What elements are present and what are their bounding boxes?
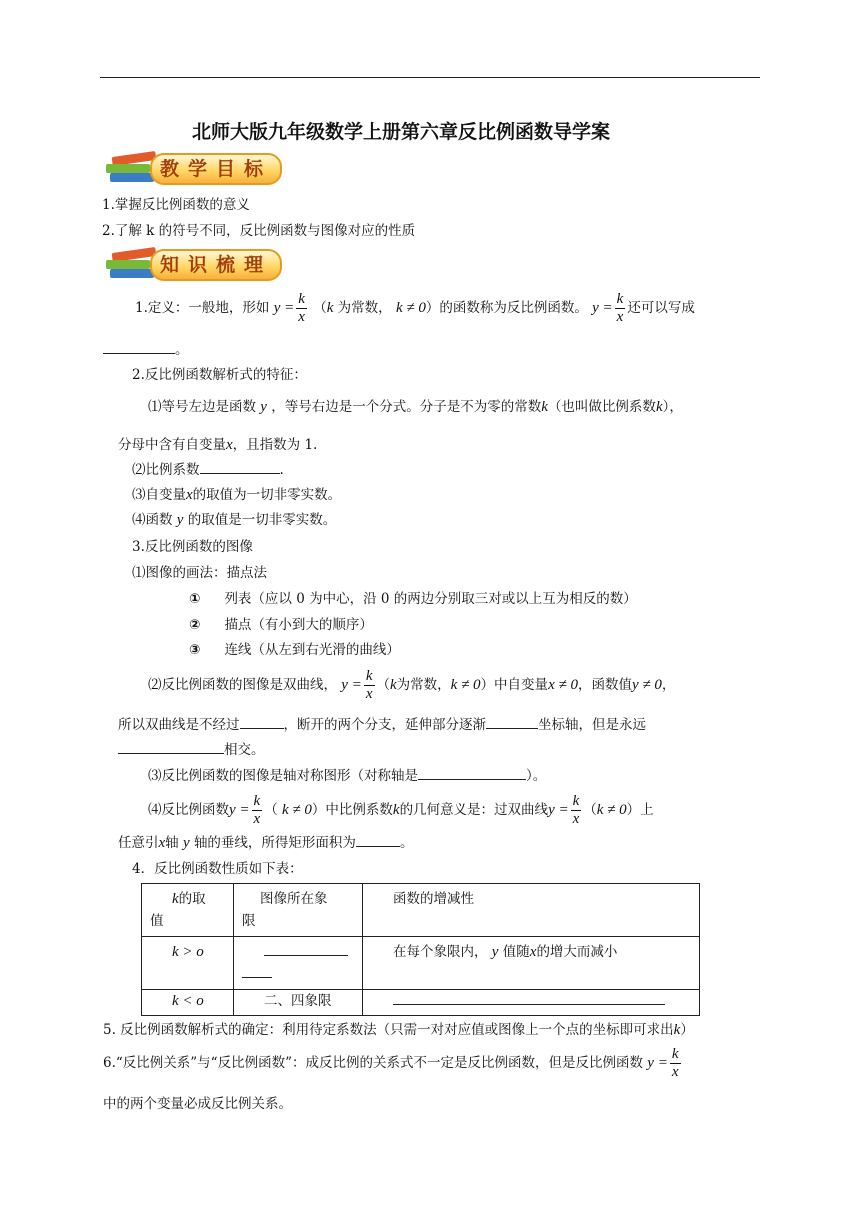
feature-2: ⑵比例系数 .	[132, 462, 284, 478]
answer-blank	[200, 461, 280, 474]
row-k-positive: k > o	[142, 937, 234, 990]
page-title: 北师大版九年级数学上册第六章反比例函数导学案	[192, 121, 611, 143]
item-5: 5. 反比例函数解析式的确定：利用待定系数法（只需一对对应值或图像上一个点的坐标即可求出k）	[103, 1022, 694, 1038]
fraction-k-over-x: $\frac{k}{x}$	[616, 291, 624, 325]
definition-blank-line: 。	[103, 341, 189, 359]
answer-blank	[418, 767, 526, 780]
header-quadrant: 图像所在象 限	[234, 884, 363, 937]
answer-blank	[264, 943, 348, 956]
row-k-negative-quadrant: 二、四象限	[234, 990, 363, 1016]
answer-blank	[242, 965, 272, 978]
fraction-k-over-x: $\frac{k}{x}$	[671, 1046, 679, 1080]
answer-blank	[486, 716, 538, 729]
step-1: ① 列表（应以 0 为中心，沿 0 的两边分别取三对或以上互为相反的数）	[189, 591, 637, 607]
table-heading: 4．反比例函数性质如下表：	[132, 861, 303, 877]
goal-item-2: 2.了解 k 的符号不同，反比例函数与图像对应的性质	[102, 223, 416, 239]
answer-blank	[393, 992, 665, 1005]
fraction-k-over-x: $\frac{k}{x}$	[572, 793, 580, 827]
step-3: ③ 连线（从左到右光滑的曲线）	[189, 642, 400, 658]
fraction-k-over-x: $\frac{k}{x}$	[298, 291, 305, 325]
hyperbola-line-2: 所以双曲线是不经过 ，断开的两个分支，延伸部分逐渐 坐标轴，但是永远	[118, 717, 646, 733]
header-k-range: k的取 值	[142, 884, 234, 937]
row-k-negative: k < o	[142, 990, 234, 1016]
answer-blank	[240, 716, 284, 729]
row-k-positive-quadrant	[234, 937, 363, 990]
goal-item-1: 1.掌握反比例函数的意义	[102, 197, 250, 213]
geometry-line-2: 任意引x轴 y 轴的垂线，所得矩形面积为 。	[118, 835, 414, 851]
answer-blank	[356, 834, 400, 847]
item-6: 6.“反比例关系”与“反比例函数”：成反比例的关系式不一定是反比例函数，但是反比例函数 y = $\frac{k}{x}$	[103, 1046, 679, 1080]
properties-table	[141, 883, 700, 1016]
fraction-k-over-x: $\frac{k}{x}$	[365, 668, 373, 702]
feature-4: ⑷函数 y 的取值是一切非零实数。	[132, 512, 337, 528]
answer-blank	[118, 741, 224, 754]
header-rule	[100, 77, 760, 78]
hyperbola-line-3: 相交。	[118, 741, 265, 759]
header-monotonic: 函数的增减性	[363, 884, 700, 937]
feature-3: ⑶自变量x的取值为一切非零实数。	[132, 487, 342, 503]
feature-1-cont: 分母中含有自变量x，且指数为 1.	[118, 437, 318, 453]
hyperbola-line: ⑵反比例函数的图像是双曲线， y = $\frac{k}{x}$ （k为常数，k ≠ 0）中自变量x ≠ 0，函数值y ≠ 0，	[148, 668, 676, 702]
graph-method: ⑴图像的画法：描点法	[132, 565, 267, 581]
badge-teaching-goals	[104, 151, 278, 185]
badge-knowledge-review	[104, 247, 278, 281]
row-k-negative-monotonic	[363, 990, 700, 1016]
symmetry-line: ⑶反比例函数的图像是轴对称图形（对称轴是 ）。	[148, 768, 547, 784]
item-6-cont: 中的两个变量必成反比例关系。	[103, 1096, 292, 1112]
step-2: ② 描点（有小到大的顺序）	[189, 617, 373, 633]
geometry-line: ⑷反比例函数y = $\frac{k}{x}$ （ k ≠ 0）中比例系数k的几何意义是：过双曲线y = $\frac{k}{x}$ （k ≠ 0）上	[148, 793, 654, 827]
row-k-positive-monotonic: 在每个象限内， y 值随x的增大而减小	[363, 937, 700, 990]
definition-line: 1.定义：一般地，形如 y = $\frac{k}{x}$ （k 为常数， k ≠ 0）的函数称为反比例函数。 y = $\frac{k}{x}$ 还可以写成	[135, 291, 695, 325]
graph-heading: 3.反比例函数的图像	[132, 539, 253, 555]
features-heading: 2.反比例函数解析式的特征：	[132, 367, 307, 383]
fraction-k-over-x: $\frac{k}{x}$	[253, 793, 261, 827]
feature-1: ⑴等号左边是函数 y ，等号右边是一个分式。分子是不为零的常数k（也叫做比例系数k），	[148, 399, 683, 415]
badge-label: 知识梳理	[160, 254, 273, 276]
answer-blank	[103, 341, 175, 354]
badge-label: 教学目标	[160, 158, 273, 180]
